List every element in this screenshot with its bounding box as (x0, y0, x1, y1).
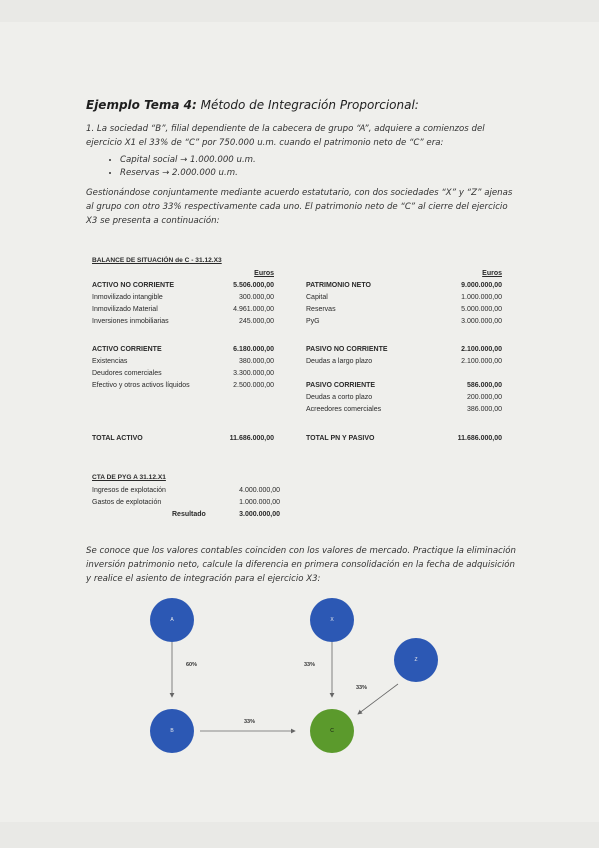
balance-item-label: Deudas a largo plazo (306, 358, 373, 365)
pyg-item-label: Ingresos de explotación (92, 487, 166, 494)
document-page (0, 22, 599, 822)
balance-item-value: 200.000,00 (466, 394, 502, 401)
unit-header-right: Euros (482, 270, 502, 277)
edge-label-b-c: 33% (244, 719, 256, 725)
bullet-item: • Capital social → 1.000.000 u.m. (120, 154, 516, 167)
balance-item-label: Acreedores comerciales (306, 406, 382, 413)
node-a: A (150, 598, 194, 642)
pn-label: PATRIMONIO NETO (306, 282, 371, 289)
balance-item-label: Inmovilizado intangible (92, 294, 163, 301)
node-z: Z (394, 638, 438, 682)
pyg-item-value: 4.000.000,00 (239, 487, 280, 494)
balance-item-value: 4.961.000,00 (233, 306, 274, 313)
edge-label-a-b: 60% (186, 662, 198, 668)
ac-total: 6.180.000,00 (233, 346, 274, 353)
balance-item-label: Existencias (92, 358, 128, 365)
joint-management-paragraph: Gestionándose conjuntamente mediante acuerdo estatutario, con dos sociedades “X” y “Z” ajenas al grupo con otro 33% respectivamente cada uno. El patrimonio neto de “C” al cierre del ejercicio X3 se presenta a continuación: (86, 188, 513, 226)
unit-header-left: Euros (254, 270, 274, 277)
balance-item-label: PyG (306, 318, 320, 325)
balance-item-value: 380.000,00 (238, 358, 274, 365)
balance-item-value: 3.300.000,00 (233, 370, 274, 377)
pc-label: PASIVO CORRIENTE (306, 382, 376, 389)
intro-paragraph: 1. La sociedad “B”, filial dependiente de la cabecera de grupo “A”, adquiere a comienzos del ejercicio X1 el 33% de “C” por 750.000 u.m. cuando el patrimonio neto de “C” era: (86, 124, 485, 148)
pyg-title: CTA DE PYG A 31.12.X1 (92, 474, 166, 481)
pnc-total: 2.100.000,00 (461, 346, 502, 353)
balance-item-value: 386.000,00 (466, 406, 502, 413)
pyg-result-value: 3.000.000,00 (239, 511, 280, 518)
total-pn-pasivo-label: TOTAL PN Y PASIVO (306, 435, 375, 442)
balance-item-label: Reservas (306, 306, 336, 313)
edge-label-z-c: 33% (356, 685, 368, 691)
anc-total: 5.506.000,00 (233, 282, 274, 289)
pyg-result-label: Resultado (172, 511, 206, 518)
node-x: X (310, 598, 354, 642)
balance-item-value: 245.000,00 (238, 318, 274, 325)
balance-item-value: 2.100.000,00 (461, 358, 502, 365)
total-activo-label: TOTAL ACTIVO (92, 435, 143, 442)
question-text (86, 544, 516, 586)
question-paragraph: Se conoce que los valores contables coinciden con los valores de mercado. Practique la eliminación inversión patrimonio neto, calcule la diferencia en primera consolidación en la fecha de adquisición y realice el asiento de integración para el ejercicio X3: (86, 546, 516, 584)
bullet-item: • Reservas → 2.000.000 u.m. (120, 167, 516, 180)
exercise-text (86, 98, 516, 228)
pyg-account (92, 474, 502, 534)
balance-sheet (92, 257, 502, 457)
balance-item-label: Deudores comerciales (92, 370, 162, 377)
balance-item-label: Inmovilizado Material (92, 306, 158, 313)
balance-item-label: Capital (306, 294, 328, 301)
anc-label: ACTIVO NO CORRIENTE (92, 282, 175, 289)
ac-label: ACTIVO CORRIENTE (92, 346, 162, 353)
exercise-title: Ejemplo Tema 4: Método de Integración Proporcional: (86, 98, 419, 112)
pyg-item-value: 1.000.000,00 (239, 499, 280, 506)
balance-item-label: Inversiones inmobiliarias (92, 318, 169, 325)
pyg-item-label: Gastos de explotación (92, 499, 162, 506)
pn-total: 9.000.000,00 (461, 282, 502, 289)
ownership-diagram (0, 592, 599, 762)
balance-item-value: 300.000,00 (238, 294, 274, 301)
balance-item-label: Efectivo y otros activos líquidos (92, 382, 190, 389)
node-b: B (150, 709, 194, 753)
total-pn-pasivo-value: 11.686.000,00 (457, 435, 502, 442)
pnc-label: PASIVO NO CORRIENTE (306, 346, 388, 353)
balance-item-value: 5.000.000,00 (461, 306, 502, 313)
edge-label-x-c: 33% (304, 662, 316, 668)
node-c: C (310, 709, 354, 753)
pc-total: 586.000,00 (466, 382, 502, 389)
balance-item-value: 1.000.000,00 (461, 294, 502, 301)
balance-item-label: Deudas a corto plazo (306, 394, 373, 401)
diagram-arrows (0, 592, 599, 762)
balance-item-value: 3.000.000,00 (461, 318, 502, 325)
equity-bullets (86, 154, 516, 180)
total-activo-value: 11.686.000,00 (229, 435, 274, 442)
balance-title: BALANCE DE SITUACIÓN de C - 31.12.X3 (92, 257, 222, 264)
balance-item-value: 2.500.000,00 (233, 382, 274, 389)
